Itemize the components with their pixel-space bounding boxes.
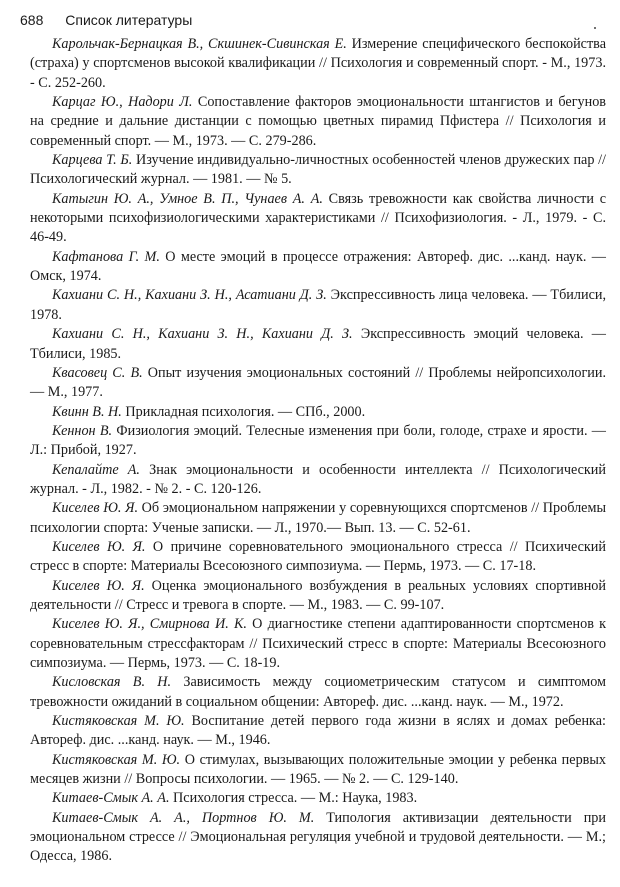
reference-text: О месте эмоций в процессе отражения: Автореф. дис. ...канд. наук. — Омск, 1974. xyxy=(30,248,606,285)
reference-authors: Киселев Ю. Я., Смирнова И. К. xyxy=(52,616,247,633)
page-number: 688 xyxy=(20,12,44,28)
reference-authors: Карцаг Ю., Надори Л. xyxy=(52,94,193,111)
reference-text: Об эмоциональном напряжении у соревнующихся спортсменов // Проблемы психологии спорта: Ученые записки. — Л., 1970.— Вып. 13. — С. 52-61. xyxy=(30,500,606,536)
reference-authors: Кисловская В. Н. xyxy=(52,674,172,691)
reference-authors: Кистяковская М. Ю. xyxy=(52,751,181,768)
reference-text: Связь тревожности как свойства личности с некоторыми психофизиологическими характеристиками // Психофизиология. - Л., 1979. - С. 46-49. xyxy=(30,190,607,246)
reference-authors: Кафтанова Г. М. xyxy=(52,248,160,265)
section-title: Список литературы xyxy=(65,12,193,28)
reference-entry xyxy=(30,577,606,616)
reference-entry xyxy=(30,93,606,151)
reference-text: Экспрессивность эмоций человека. — Тбилиси, 1985. xyxy=(30,326,606,362)
reference-text: О причине соревновательного эмоционального стресса // Психический стресс в спорте: Материалы Всесоюзного симпозиума. — Пермь, 1973. — С. 17-18. xyxy=(30,538,606,575)
reference-entry xyxy=(30,248,606,287)
reference-authors: Квинн В. Н. xyxy=(52,403,122,420)
reference-text: Оценка эмоционального возбуждения в реальных условиях спортивной деятельности // Стресс и тревога в спорте. — М., 1983. — С. 99-107. xyxy=(30,577,606,613)
reference-text: Опыт изучения эмоциональных состояний // Проблемы нейропсихологии. — М., 1977. xyxy=(30,364,607,401)
reference-authors: Квасовец С. В. xyxy=(52,364,143,381)
reference-text: Экспрессивность лица человека. — Тбилиси, 1978. xyxy=(30,287,607,323)
reference-authors: Кахиани С. Н., Кахиани З. Н., Кахиани Д. З. xyxy=(52,326,353,343)
reference-text: Изучение индивидуально-личностных особенностей членов дружеских пар // Психологический журнал. — 1981. — № 5. xyxy=(30,152,606,188)
reference-text: Зависимость между социометрическим статусом и симптомом тревожности ожиданий в социальном общении: Автореф. дис. ...канд. наук. — М., 1972. xyxy=(30,674,607,710)
reference-text: Прикладная психология. — СПб., 2000. xyxy=(121,403,366,420)
reference-authors: Карольчак-Бернацкая В., Скшинек-Сивинская Е. xyxy=(52,36,347,52)
reference-entry xyxy=(30,499,606,538)
reference-entry xyxy=(30,403,606,422)
reference-entry xyxy=(30,35,606,93)
reference-authors: Китаев-Смык А. А. xyxy=(52,790,170,807)
reference-entry xyxy=(30,190,606,248)
reference-authors: Катыгин Ю. А., Умное В. П., Чунаев А. А. xyxy=(52,190,323,207)
reference-authors: Киселев Ю. Я. xyxy=(52,577,145,594)
reference-text: Измерение специфического беспокойства (страха) у спортсменов высокой квалификации // Психология и современный спорт. - М., 1973. - С. 252-260. xyxy=(30,36,606,91)
reference-entry xyxy=(30,538,606,577)
reference-text: Знак эмоциональности и особенности интеллекта // Психологический журнал. - Л., 1982. - № 2. - С. 120-126. xyxy=(30,461,606,497)
reference-authors: Киселев Ю. Я. xyxy=(52,538,146,555)
reference-text: Физиология эмоций. Телесные изменения при боли, голоде, страхе и ярости. — Л.: Прибой, 1927. xyxy=(30,422,606,459)
reference-entry xyxy=(30,461,606,500)
reference-list xyxy=(30,35,606,867)
reference-text: Типология активизации деятельности при эмоциональном стрессе // Эмоциональная регуляция учебной и трудовой деятельности. — М.; Одесса, 1986. xyxy=(30,809,606,865)
reference-entry xyxy=(30,751,606,790)
reference-entry xyxy=(30,286,606,325)
reference-text: О диагностике степени адаптированности спортсменов к соревновательным стрессфакторам // Психический стресс в спорте: Материалы Всесоюзного симпозиума. — Пермь, 1973. — С. 18-19. xyxy=(30,616,606,671)
reference-entry xyxy=(30,789,606,808)
reference-text: О стимулах, вызывающих положительные эмоции у ребенка первых месяцев жизни // Вопросы психологии. — 1965. — № 2. — С. 129-140. xyxy=(30,751,606,788)
reference-entry xyxy=(30,325,606,364)
reference-entry xyxy=(30,422,606,461)
reference-text: Психология стресса. — М.: Наука, 1983. xyxy=(169,790,418,807)
reference-entry xyxy=(30,615,606,673)
reference-authors: Киселев Ю. Я. xyxy=(52,500,138,517)
reference-text: Сопоставление факторов эмоциональности штангистов и бегунов на средние и дальние дистанции с помощью цветных пирамид Пфистера // Психология и современный спорт. — М., 1973. — С. 279-286. xyxy=(30,94,606,149)
reference-entry xyxy=(30,809,606,867)
reference-authors: Кахиани С. Н., Кахиани З. Н., Асатиани Д. З. xyxy=(52,287,327,304)
reference-authors: Кепалайте А. xyxy=(52,461,140,478)
reference-entry xyxy=(30,712,606,751)
reference-entry xyxy=(30,673,606,712)
reference-entry xyxy=(30,151,606,190)
reference-authors: Карцева Т. Б. xyxy=(52,152,133,169)
reference-authors: Кистяковская М. Ю. xyxy=(52,713,185,730)
scan-speck xyxy=(594,27,596,29)
reference-text: Воспитание детей первого года жизни в яслях и домах ребенка: Автореф. дис. ...канд. наук. — М., 1946. xyxy=(30,713,606,749)
reference-authors: Кеннон В. xyxy=(52,422,113,439)
reference-entry xyxy=(30,364,606,403)
reference-authors: Китаев-Смык А. А., Портнов Ю. М. xyxy=(52,809,315,826)
